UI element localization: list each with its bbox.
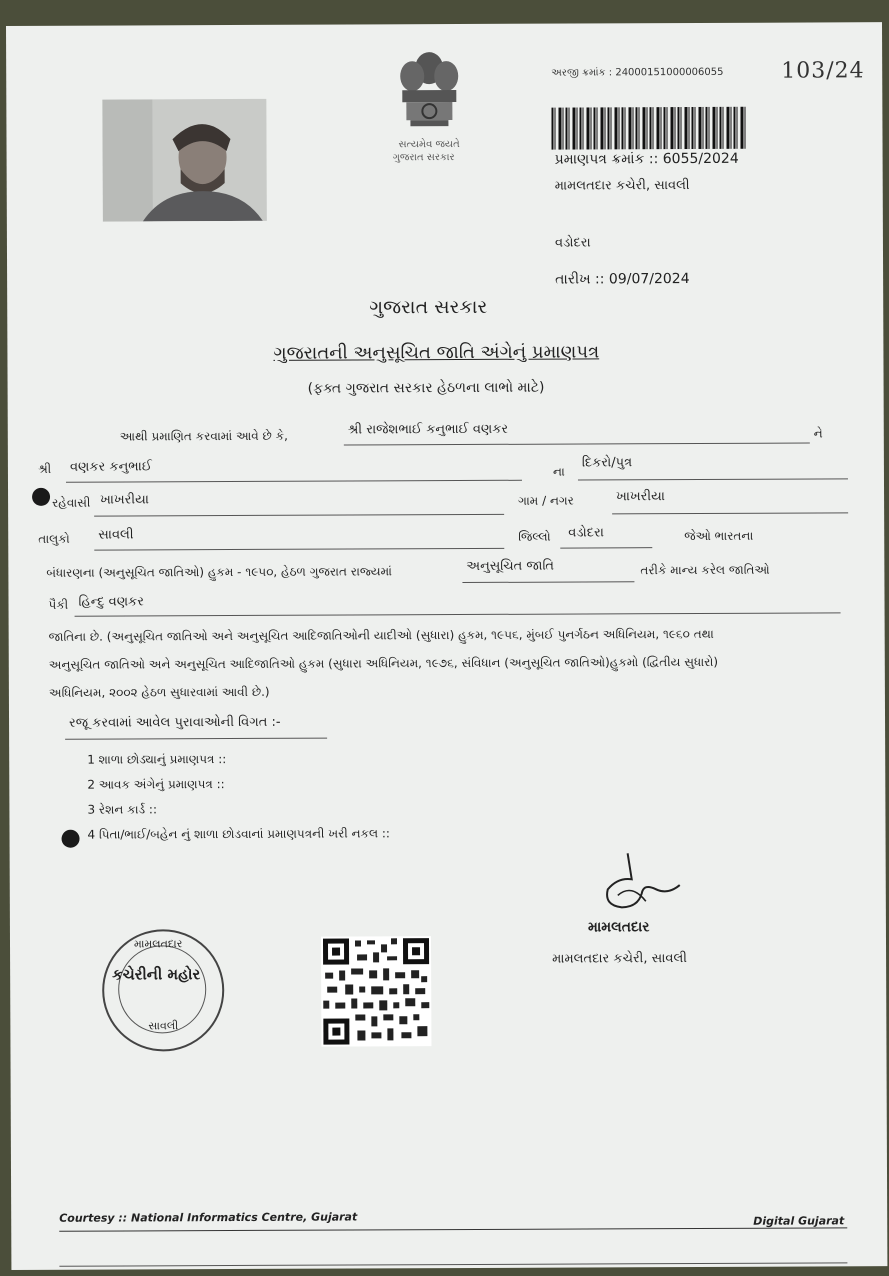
certificate-page [6, 22, 887, 1270]
signature-scribble-icon [598, 849, 688, 919]
who-india-label: જેઓ ભારતના [684, 528, 754, 544]
na-label: ના [552, 464, 565, 479]
district-label: જિલ્લો [518, 529, 551, 544]
resident-underline [94, 514, 504, 517]
office-name-top: મામલતદાર કચેરી, સાવલી [554, 178, 690, 194]
evidence-item: 1 શાળા છોડ્યાનું પ્રમાણપત્ર :: [87, 752, 227, 767]
recognized-text: તરીકે માન્ય કરેલ જાતિઓ [640, 562, 770, 578]
signatory-office: મામલતદાર કચેરી, સાવલી [552, 951, 688, 967]
emblem-motto: સત્યમેવ જયતે [398, 139, 460, 151]
constitution-text: બંધારણના (અનુસૂચિત જાતિઓ) હુકમ - ૧૯૫૦, હેઠળ ગુજરાત રાજ્યમાં [46, 564, 393, 580]
certificate-title: ગુજરાતની અનુસૂચિત જાતિ અંગેનું પ્રમાણપત્ર [273, 341, 600, 364]
district-underline [560, 547, 652, 548]
punch-hole-bottom [62, 830, 80, 848]
government-heading: ગુજરાત સરકાર [369, 295, 488, 319]
signatory-designation: મામલતદાર [587, 919, 650, 936]
relation-value: દિકરો/પુત્ર [581, 455, 633, 471]
office-seal [102, 929, 225, 1052]
paragraph-line-3: અધિનિયમ, ૨૦૦૨ હેઠળ સુધારવામાં આવી છે.) [48, 684, 270, 700]
seal-middle-text: કચેરીની મહોર [112, 965, 201, 984]
applicant-name: શ્રી રાજેશભાઈ કનુભાઈ વણકર [347, 421, 509, 438]
father-underline [66, 480, 522, 483]
resident-value: ખાખરીયા [100, 492, 149, 508]
district-top: વડોદરા [554, 235, 591, 251]
qr-code [321, 936, 431, 1046]
footer-courtesy: Courtesy :: National Informatics Centre, Gujarat [59, 1210, 358, 1225]
father-name: વણકર કનુભાઈ [69, 459, 152, 475]
footer-digital-gujarat: Digital Gujarat [753, 1214, 845, 1228]
evidence-item: 2 આવક અંગેનું પ્રમાણપત્ર :: [87, 777, 225, 792]
paragraph-line-2: અનુસૂચિત જાતિઓ અને અનુસૂચિત આદિજાતિઓ હુકમ (સુધારા અધિનિયમ, ૧૯૭૬, સંવિધાન (અનુસૂચિત જાતિઓ)હુકમો (દ્વિતીય સુધારો) [48, 654, 719, 672]
caste-underline [75, 612, 841, 616]
caste-value: હિન્દુ વણકર [78, 594, 144, 610]
applicant-photo [102, 99, 267, 222]
category-underline [462, 581, 634, 583]
handwritten-file-number: 103/24 [781, 58, 865, 84]
certificate-subtitle: (ફક્ત ગુજરાત સરકાર હેઠળના લાભો માટે) [307, 379, 545, 397]
line1-suffix: ને [813, 426, 823, 441]
seal-top-text: મામલતદાર [133, 937, 183, 951]
qr-code-icon [321, 936, 431, 1046]
district-value: વડોદરા [568, 525, 604, 541]
village-label: ગામ / નગર [518, 493, 574, 508]
emblem-gujarat-sarkar: ગુજરાત સરકાર [392, 152, 455, 164]
footer-top-rule [59, 1227, 847, 1231]
paiki-label: પૈકી [48, 597, 69, 612]
evidence-item: 3 રેશન કાર્ડ :: [87, 802, 158, 817]
evidence-heading: રજૂ કરવામાં આવેલ પુરાવાઓની વિગત :- [69, 714, 281, 731]
village-value: ખાખરીયા [616, 489, 665, 505]
taluka-label: તાલુકો [38, 531, 70, 546]
category-value: અનુસૂચિત જાતિ [466, 558, 555, 574]
relation-underline [578, 478, 848, 480]
evidence-heading-underline [65, 738, 327, 740]
evidence-item: 4 પિતા/ભાઈ/બહેન નું શાળા છોડવાનાં પ્રમાણપત્રની ખરી નકલ :: [87, 826, 390, 842]
signature [598, 849, 688, 919]
issue-date: તારીખ :: 09/07/2024 [555, 271, 690, 288]
paragraph-line-1: જાતિના છે. (અનુસૂચિત જાતિઓ અને અનુસૂચિત આદિજાતિઓની યાદીઓ (સુધારા) હુકમ, ૧૯૫૬, મુંબઈ પુનર્ગઠન અધિનિયમ, ૧૯૬૦ તથા [48, 626, 714, 644]
footer-bottom-rule [59, 1262, 847, 1266]
certificate-number: પ્રમાણપત્ર ક્રમાંક :: 6055/2024 [554, 150, 739, 168]
person-photo-icon [102, 99, 267, 222]
punch-hole-top [32, 488, 50, 506]
village-underline [612, 512, 848, 514]
taluka-underline [94, 548, 504, 551]
seal-bottom-text: સાવલી [148, 1019, 179, 1033]
application-number: અરજી ક્રમાંક : 24000151000006055 [551, 66, 724, 79]
shri-label: શ્રી [37, 461, 52, 476]
barcode [551, 107, 746, 150]
name-underline [344, 442, 810, 445]
resident-label: રહેવાસી [52, 495, 91, 510]
taluka-value: સાવલી [98, 527, 134, 543]
certify-label: આથી પ્રમાણિત કરવામાં આવે છે કે, [119, 428, 288, 444]
